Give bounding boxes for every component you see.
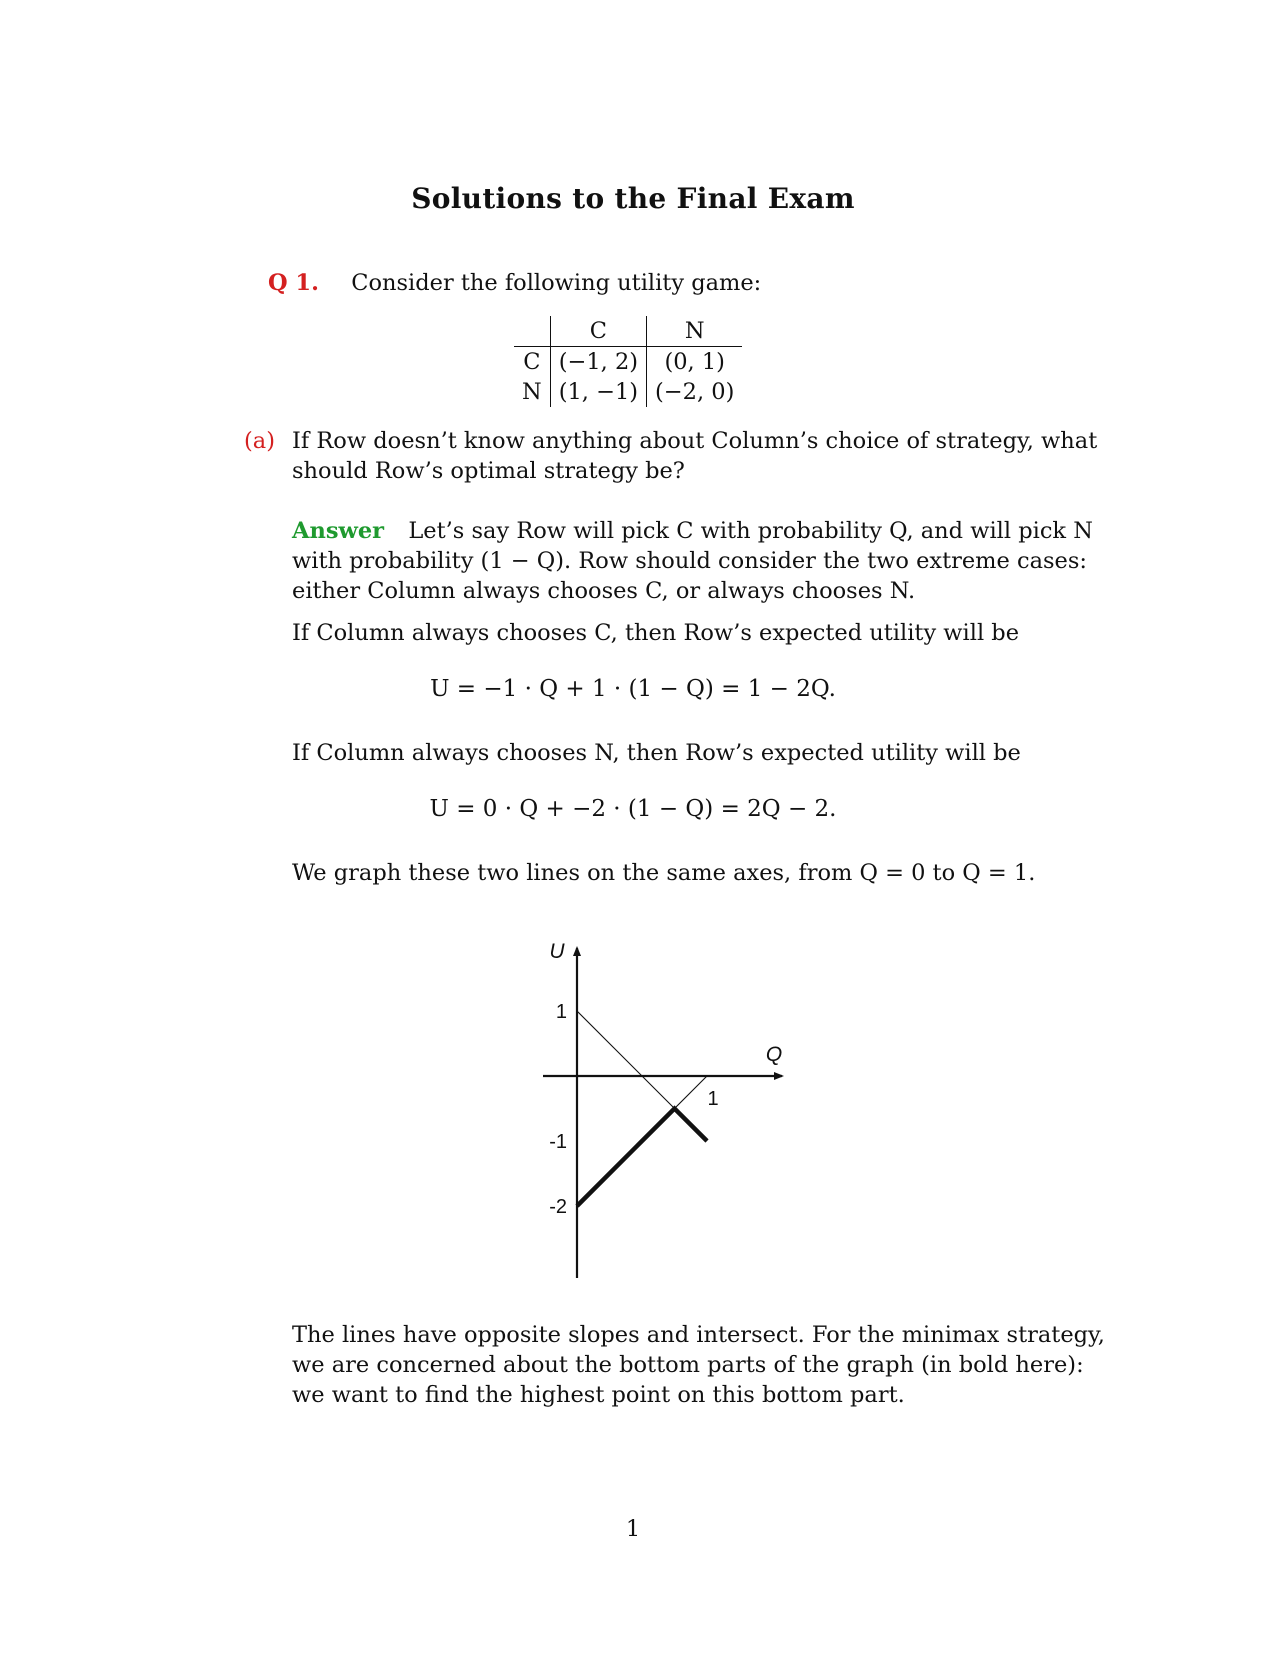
y-axis-label: U (549, 940, 565, 963)
table-cell: (−1, 2) (550, 347, 646, 378)
conclusion-line1: The lines have opposite slopes and intersect. For the minimax strategy, (292, 1322, 1105, 1348)
case-n-text: If Column always chooses N, then Row’s expected utility will be (292, 740, 1021, 766)
table-col-header: N (647, 316, 743, 347)
question-label: Q 1. (268, 270, 319, 296)
answer-line2: with probability (1 − Q). Row should consider the two extreme cases: (292, 548, 1087, 574)
answer-label: Answer (292, 518, 385, 544)
table-cell: (1, −1) (550, 377, 646, 407)
table-row-label: N (514, 377, 550, 407)
y-tick-label: -2 (549, 1196, 567, 1218)
x-axis-label: Q (765, 1043, 783, 1066)
answer-text: Let’s say Row will pick C with probability Q, and will pick N (408, 518, 1093, 544)
table-cell: (−2, 0) (655, 379, 735, 405)
equation-n: U = 0 · Q + −2 · (1 − Q) = 2Q − 2. (429, 796, 837, 822)
x-tick-label: 1 (707, 1088, 719, 1110)
conclusion-line2: we are concerned about the bottom parts of the graph (in bold here): (292, 1352, 1084, 1378)
graph-intro: We graph these two lines on the same axes, from Q = 0 to Q = 1. (292, 860, 1036, 886)
equation-c: U = −1 · Q + 1 · (1 − Q) = 1 − 2Q. (430, 676, 836, 702)
page-title: Solutions to the Final Exam (411, 182, 855, 215)
table-col-header: C (550, 316, 646, 347)
table-row-label: C (514, 347, 550, 378)
series-lines (577, 1011, 707, 1206)
part-a-label: (a) (244, 428, 275, 454)
part-a-line1: If Row doesn’t know anything about Column’s choice of strategy, what (292, 428, 1098, 454)
conclusion-line3: we want to find the highest point on this bottom part. (292, 1382, 905, 1408)
table-cell: (0, 1) (664, 349, 725, 375)
case-c-text: If Column always chooses C, then Row’s expected utility will be (292, 620, 1020, 646)
minimax-envelope-line (577, 1109, 707, 1207)
y-tick-label: 1 (555, 1001, 567, 1023)
part-a-line2: should Row’s optimal strategy be? (292, 458, 685, 484)
answer-line3: either Column always chooses C, or always chooses N. (292, 578, 916, 604)
question-intro: Consider the following utility game: (351, 270, 762, 296)
tick-labels (549, 1001, 718, 1218)
page-number: 1 (625, 1516, 641, 1542)
y-tick-label: -1 (549, 1131, 567, 1153)
